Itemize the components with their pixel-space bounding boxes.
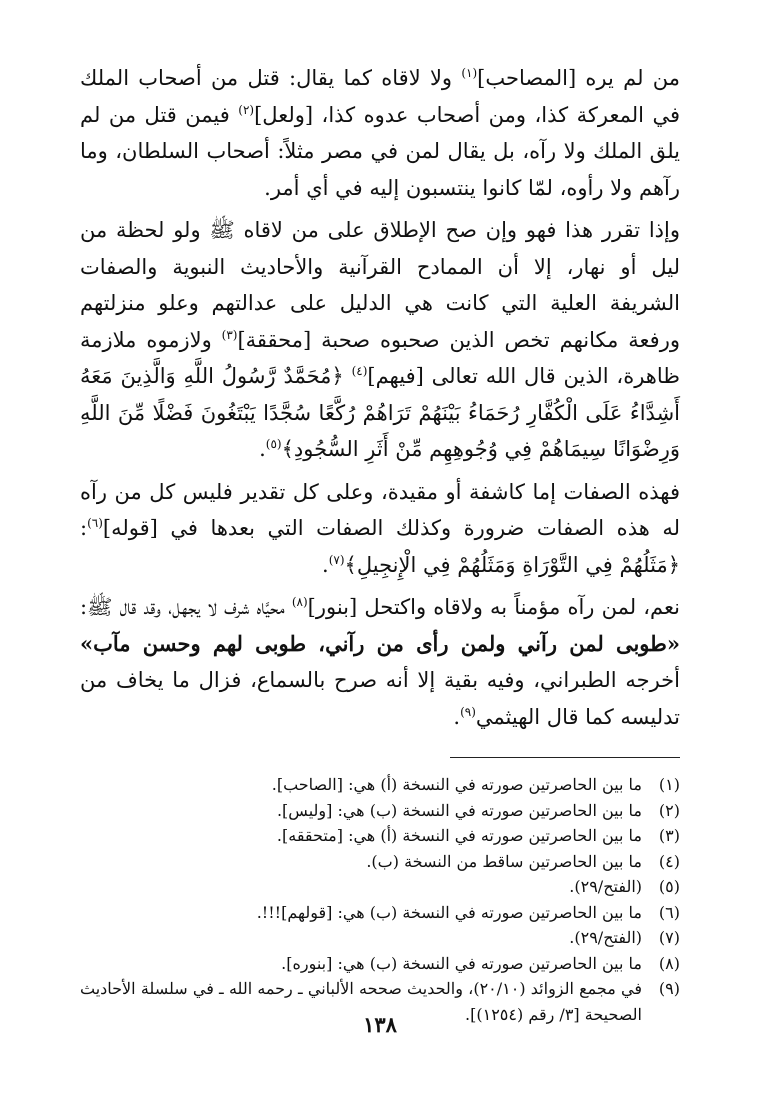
footnote-number: (٥) <box>658 877 680 896</box>
footnote-text: ما بين الحاصرتين ساقط من النسخة (ب). <box>366 851 642 871</box>
footnote-number: (٤) <box>658 851 680 871</box>
paragraph-text: ولازموه ملازمة ظاهرة، الذين قال الله تعالى [فيهم] <box>80 327 680 388</box>
footnote-item <box>80 925 680 951</box>
quran-verse: ﴿مَثَلُهُمْ فِي التَّوْرَاةِ وَمَثَلُهُمْ فِي الْإِنجِيلِ﴾ <box>344 552 680 577</box>
quran-verse: ﴿مُحَمَّدٌ رَّسُولُ اللَّهِ وَالَّذِينَ مَعَهُ أَشِدَّاءُ عَلَى الْكُفَّارِ رُحَمَاءُ بَيْنَهُمْ تَرَاهُمْ رُكَّعًا سُجَّدًا يَبْتَغُونَ فَضْلًا مِّنَ اللَّهِ وَرِضْوَانًا سِيمَاهُمْ فِي وُجُوهِهِم مِّنْ أَثَرِ السُّجُودِ﴾ <box>80 364 680 461</box>
footnotes-list <box>80 772 680 1027</box>
paragraph-text: . <box>259 437 266 461</box>
footnote-text: ما بين الحاصرتين صورته في النسخة (أ) هي: [متحققه]. <box>276 826 642 845</box>
page-number: ١٣٨ <box>363 1012 397 1037</box>
footnote-reference: (٣) <box>221 327 238 342</box>
footnote-number: (٣) <box>658 826 680 845</box>
footnote-item <box>80 874 680 900</box>
paragraph-text: نعم، لمن رآه مؤمناً به ولاقاه واكتحل [بنور] <box>307 595 680 619</box>
footnote-item <box>80 951 680 977</box>
paragraph <box>80 212 680 468</box>
footnote-reference: (٢) <box>238 102 255 117</box>
footnote-number: (٩) <box>658 979 680 998</box>
paragraph <box>80 474 680 584</box>
footnote-separator <box>450 757 680 758</box>
footnote-number: (٦) <box>658 902 680 922</box>
footnote-number: (٢) <box>658 800 680 820</box>
footnote-text: (الفتح/٢٩). <box>569 928 642 947</box>
footnote-item <box>80 900 680 926</box>
paragraph-text: ولا لاقاه كما يقال: قتل من أصحاب الملك في المعركة كذا، ومن أصحاب عدوه كذا، [ولعل] <box>80 66 680 127</box>
footnote-text: في مجمع الزوائد (٢٠/١٠)، والحديث صححه الألباني ـ رحمه الله ـ في سلسلة الأحاديث الصحيحة [٣/ رقم (١٢٥٤)]. <box>80 979 643 1024</box>
footnote-number: (٧) <box>658 928 680 947</box>
paragraph-text: وإذا تقرر هذا فهو وإن صح الإطلاق على من لاقاه ﷺ ولو لحظة من ليل أو نهار، إلا أن الممادح القرآنية والأحاديث النبوية والصفات الشريفة العلية التي كانت هي الدليل على عدالتهم وعلو منزلتهم ورفعة مكانهم تخص الذين صحبوه صحبة [محققة] <box>80 218 680 352</box>
footnote-item <box>80 849 680 875</box>
paragraph-text: فيمن قتل من لم يلق الملك ولا رآه، بل يقال لمن في مصر مثلاً: أصحاب السلطان، وما رآهم ولا رأوه، لمّا كانوا ينتسبون إليه في أي أمر. <box>80 102 680 200</box>
footnote-text: ما بين الحاصرتين صورته في النسخة (ب) هي: [وليس]. <box>276 800 642 820</box>
footnote-reference: (٨) <box>291 595 308 609</box>
footnote-reference: (٥) <box>265 437 282 451</box>
footnote-text: (الفتح/٢٩). <box>569 877 642 896</box>
footnote-reference: (٩) <box>460 704 476 719</box>
footnote-reference: (١) <box>461 66 478 80</box>
footnote-item <box>80 772 680 798</box>
footnote-text: ما بين الحاصرتين صورته في النسخة (أ) هي: [الصاحب]. <box>271 775 642 794</box>
footnote-reference: (٧) <box>328 552 345 567</box>
footnote-number: (٨) <box>658 953 680 973</box>
paragraph-text: : <box>80 516 88 540</box>
paragraph-text: محيَّاه شرف لا يجهل، وقد قال ﷺ: <box>80 595 292 619</box>
footnote-item <box>80 798 680 824</box>
paragraph <box>80 589 680 735</box>
paragraph-text: . <box>322 552 329 577</box>
paragraph-text: من لم يره [المصاحب] <box>477 66 680 90</box>
body-text <box>80 60 680 735</box>
footnote-text: ما بين الحاصرتين صورته في النسخة (ب) هي: [بنوره]. <box>281 953 642 973</box>
footnote-item <box>80 823 680 849</box>
paragraph-text: فهذه الصفات إما كاشفة أو مقيدة، وعلى كل تقدير فليس كل من رآه له هذه الصفات ضرورة وكذلك الصفات التي بعدها في [قوله] <box>80 479 680 540</box>
footnote-reference: (٦) <box>87 516 103 530</box>
hadith-quote: «طوبى لمن رآني ولمن رأى من رآني، طوبى لهم وحسن مآب» <box>80 630 680 656</box>
paragraph <box>80 60 680 206</box>
footnote-text: ما بين الحاصرتين صورته في النسخة (ب) هي: [قولهم]!!!. <box>256 902 642 922</box>
footnote-number: (١) <box>658 775 680 794</box>
footnote-reference: (٤) <box>351 364 368 378</box>
paragraph-text: . <box>453 704 461 729</box>
paragraph-text: أخرجه الطبراني، وفيه بقية إلا أنه صرح بالسماع، فزال ما يخاف من تدليسه كما قال الهيثمي <box>80 668 680 729</box>
